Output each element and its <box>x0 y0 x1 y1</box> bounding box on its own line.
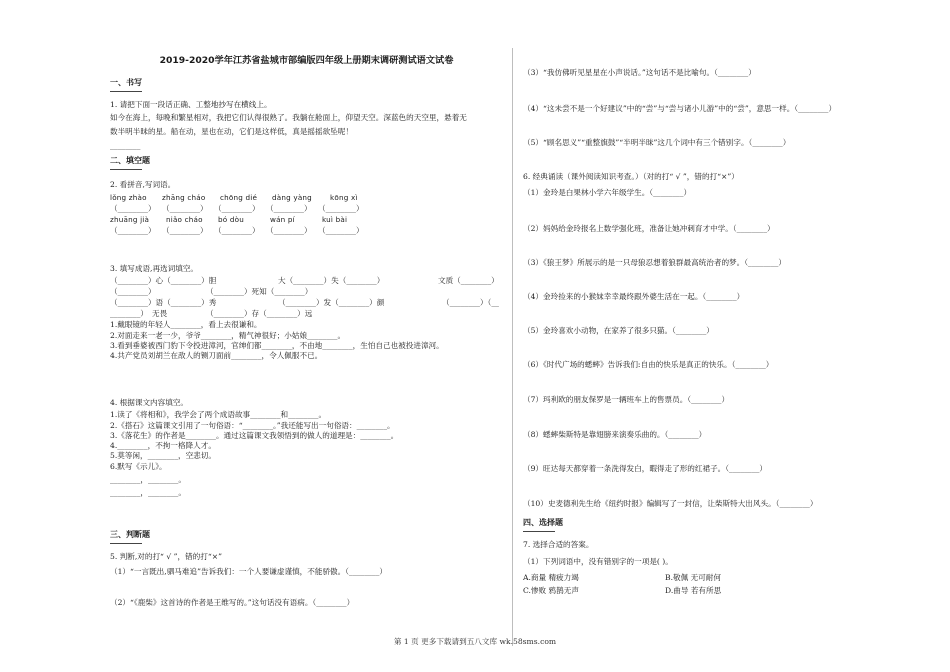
section-writing <box>110 78 142 92</box>
answer-box[interactable]: （________） <box>318 226 364 236</box>
answer-box[interactable]: （________） <box>266 204 312 214</box>
reading-item: （4）金玲捡来的小猴妹幸幸最终跟外婆生活在一起。（________） <box>523 292 745 301</box>
pinyin: zhāng cháo <box>162 193 206 203</box>
answer-box[interactable]: （________） <box>318 204 364 214</box>
pinyin-row <box>110 193 503 204</box>
section-judge <box>110 530 150 544</box>
column-divider <box>512 48 513 646</box>
question-7-sub: （1）下列词语中，没有错别字的一项是( )。 <box>523 557 673 566</box>
pinyin-row <box>110 215 503 226</box>
question-5 <box>110 552 387 608</box>
reading-item: （3）《狼王梦》所展示的是一只母狼忍想着狼群最高统治者的梦。（________） <box>523 258 787 267</box>
question-4 <box>110 398 398 498</box>
question-prompt: 1. 请把下面一段话正确、工整地抄写在横线上。 <box>110 100 272 109</box>
fill-line: 6.默写《示儿》。 <box>110 461 167 471</box>
reading-item: （5）金玲喜欢小动物，在家养了很多只猫。（________） <box>523 326 714 335</box>
question-prompt: 2. 看拼音,写词语。 <box>110 180 176 189</box>
idiom-blank[interactable]: （________） <box>110 287 156 297</box>
idiom-row <box>110 298 503 309</box>
section-fill <box>110 156 150 170</box>
idiom-blank[interactable]: （________）心（________）胆 <box>110 276 217 286</box>
idiom-blank[interactable]: （________）存（________）远 <box>206 309 313 319</box>
question-6-prompt: 6. 经典诵读（课外阅读知识考查。）（对的打“ √ ”，错的打“×”） <box>523 172 739 181</box>
option-c[interactable]: C.惨败 鸦鹊无声 <box>523 586 579 595</box>
judge-item: （2）“《鹿柴》这首诗的作者是王维写的。”这句话没有语病。（________） <box>110 597 355 607</box>
answer-box[interactable]: （________） <box>110 204 156 214</box>
section-choice <box>523 518 563 532</box>
pinyin: kōng xì <box>330 193 358 203</box>
pinyin: zhuāng jià <box>110 215 150 225</box>
fill-sentence: 2.对面走来一老一少，爷爷________，精气神很好；小姑娘________。 <box>110 330 346 340</box>
pinyin: kuì bài <box>322 215 348 225</box>
reading-item: （10）史麦德利先生给《纽约时报》编辑写了一封信，让柴斯特大出风头。（________） <box>523 499 818 508</box>
question-prompt: 4. 根据课文内容填空。 <box>110 398 189 407</box>
fill-line: 1.读了《将相和》，我学会了两个成语故事________和________。 <box>110 410 327 420</box>
answer-box[interactable]: （________） <box>214 204 260 214</box>
answer-blank[interactable]: ________ <box>110 140 141 150</box>
answer-box-row <box>110 204 503 215</box>
question-3 <box>110 264 503 361</box>
judge-item: （1）“一言既出,驷马难追”告诉我们：一个人要谦虚谨慎，不能骄傲。（________） <box>110 567 387 577</box>
judge-item: （4）“这未尝不是一个好建议”中的“尝”与“尝与诸小儿游”中的“尝”，意思一样。（________） <box>523 104 837 113</box>
judge-item: （3）“我仿佛听见星星在小声说话。”这句话不是比喻句。（________） <box>523 68 756 77</box>
page-footer: 第 1 页 更多下载请到五八文库 wk.58sms.com <box>393 637 557 646</box>
fill-sentence: 1.戴眼镜的年轻人________，看上去很谦和。 <box>110 320 262 330</box>
reading-item: （1）金玲是白果林小学六年级学生。（________） <box>523 188 692 197</box>
reading-item: （7）玛利欧的朋友保罗是一辆班车上的售票员。（________） <box>523 395 730 404</box>
fill-line: 3.《落花生》的作者是________。通过这篇课文我领悟到的做人的道理是：________。 <box>110 430 399 440</box>
idiom-row <box>110 309 503 320</box>
pinyin: niǎo cháo <box>166 215 203 225</box>
section-heading: 二、填空题 <box>110 156 150 165</box>
pinyin: wán pí <box>270 215 295 225</box>
idiom-blank[interactable]: （________）（__ <box>442 298 499 308</box>
fill-sentence: 4.共产党员刘胡兰在敌人的铡刀面前________，令人佩服不已。 <box>110 351 323 360</box>
option-a[interactable]: A.商量 精疲力竭 <box>523 573 579 582</box>
section-underline <box>110 91 142 92</box>
section-heading: 四、选择题 <box>523 518 563 527</box>
section-underline <box>523 531 555 532</box>
pinyin: lǒng zhào <box>110 193 147 203</box>
idiom-blank[interactable]: 文质（________） <box>438 276 499 286</box>
idiom-blank[interactable]: （________）发（________）颜 <box>278 298 385 308</box>
fill-line: 4.________，不拘一格降人才。 <box>110 441 216 450</box>
section-heading: 三、判断题 <box>110 530 150 539</box>
option-d[interactable]: D.曲导 若有所思 <box>665 586 722 595</box>
answer-box[interactable]: （________） <box>266 226 312 236</box>
question-1 <box>110 100 467 151</box>
passage-line: 数半明半昧的星。船在动，星也在动，它们是这样低，真是摇摇欲坠呢！ <box>110 126 353 136</box>
question-7-prompt: 7. 选择合适的答案。 <box>523 540 594 549</box>
question-2 <box>110 180 503 237</box>
pinyin: bó dòu <box>218 215 244 225</box>
fill-sentence: 3.看到垂婆被西门豹下令投进漳河，官绅们都________，不由地________，生怕自己也被投进漳河。 <box>110 340 444 350</box>
idiom-blank[interactable]: ________） <box>110 309 148 319</box>
passage-line: 如今在海上，每晚和繁星相对，我把它们认得很熟了。我躺在舱面上，仰望天空。深蓝色的天空里，悬着无 <box>110 113 467 123</box>
reading-item: （2）妈妈给金玲报名上数学强化班，准备让她冲刺育才中学。（________） <box>523 224 775 233</box>
section-underline <box>110 543 142 544</box>
idiom-text: 无畏 <box>152 309 168 319</box>
pinyin: dàng yàng <box>272 193 312 203</box>
fill-line: 2.《搭石》这篇课文引用了一句俗语：“________。”我还能写出一句俗语：________。 <box>110 420 395 430</box>
reading-item: （6）《时代广场的蟋蟀》告诉我们:自由的快乐是真正的快乐。（________） <box>523 360 774 369</box>
answer-box[interactable]: （________） <box>214 226 260 236</box>
idiom-blank[interactable]: （________）死知（________） <box>206 287 313 297</box>
question-prompt: 5. 判断,对的打“ √ ”，错的打“×” <box>110 552 222 561</box>
judge-item: （5）“顾名思义”“重整旗鼓”“半明半昧”这几个词中有三个错别字。（________） <box>523 138 791 147</box>
idiom-blank[interactable]: （________）语（________）秀 <box>110 298 217 308</box>
answer-box-row <box>110 226 503 237</box>
pinyin: chōng dié <box>220 193 258 203</box>
idiom-row <box>110 287 503 298</box>
idiom-row <box>110 276 503 287</box>
answer-box[interactable]: （________） <box>162 204 208 214</box>
poem-blank[interactable]: ________，________。 <box>110 474 186 484</box>
fill-line: 5.莫等闲，________，空悲切。 <box>110 451 216 461</box>
question-prompt: 3. 填写成语,再选词填空。 <box>110 264 199 273</box>
section-heading: 一、书写 <box>110 78 142 87</box>
poem-blank[interactable]: ________，________。 <box>110 488 186 497</box>
idiom-blank[interactable]: 大（________）失（________） <box>278 276 385 286</box>
exam-title: 2019-2020学年江苏省盐城市部编版四年级上册期末调研测试语文试卷 <box>159 55 454 66</box>
reading-item: （8）蟋蟀柴斯特是靠翅膀来演奏乐曲的。（________） <box>523 430 707 439</box>
reading-item: （9）旺达每天都穿着一条洗得发白，暇得走了形的红裙子。（________） <box>523 464 768 473</box>
option-b[interactable]: B.敬佩 无可耐何 <box>665 573 721 582</box>
answer-box[interactable]: （________） <box>110 226 156 236</box>
answer-box[interactable]: （________） <box>162 226 208 236</box>
section-underline <box>110 169 142 170</box>
